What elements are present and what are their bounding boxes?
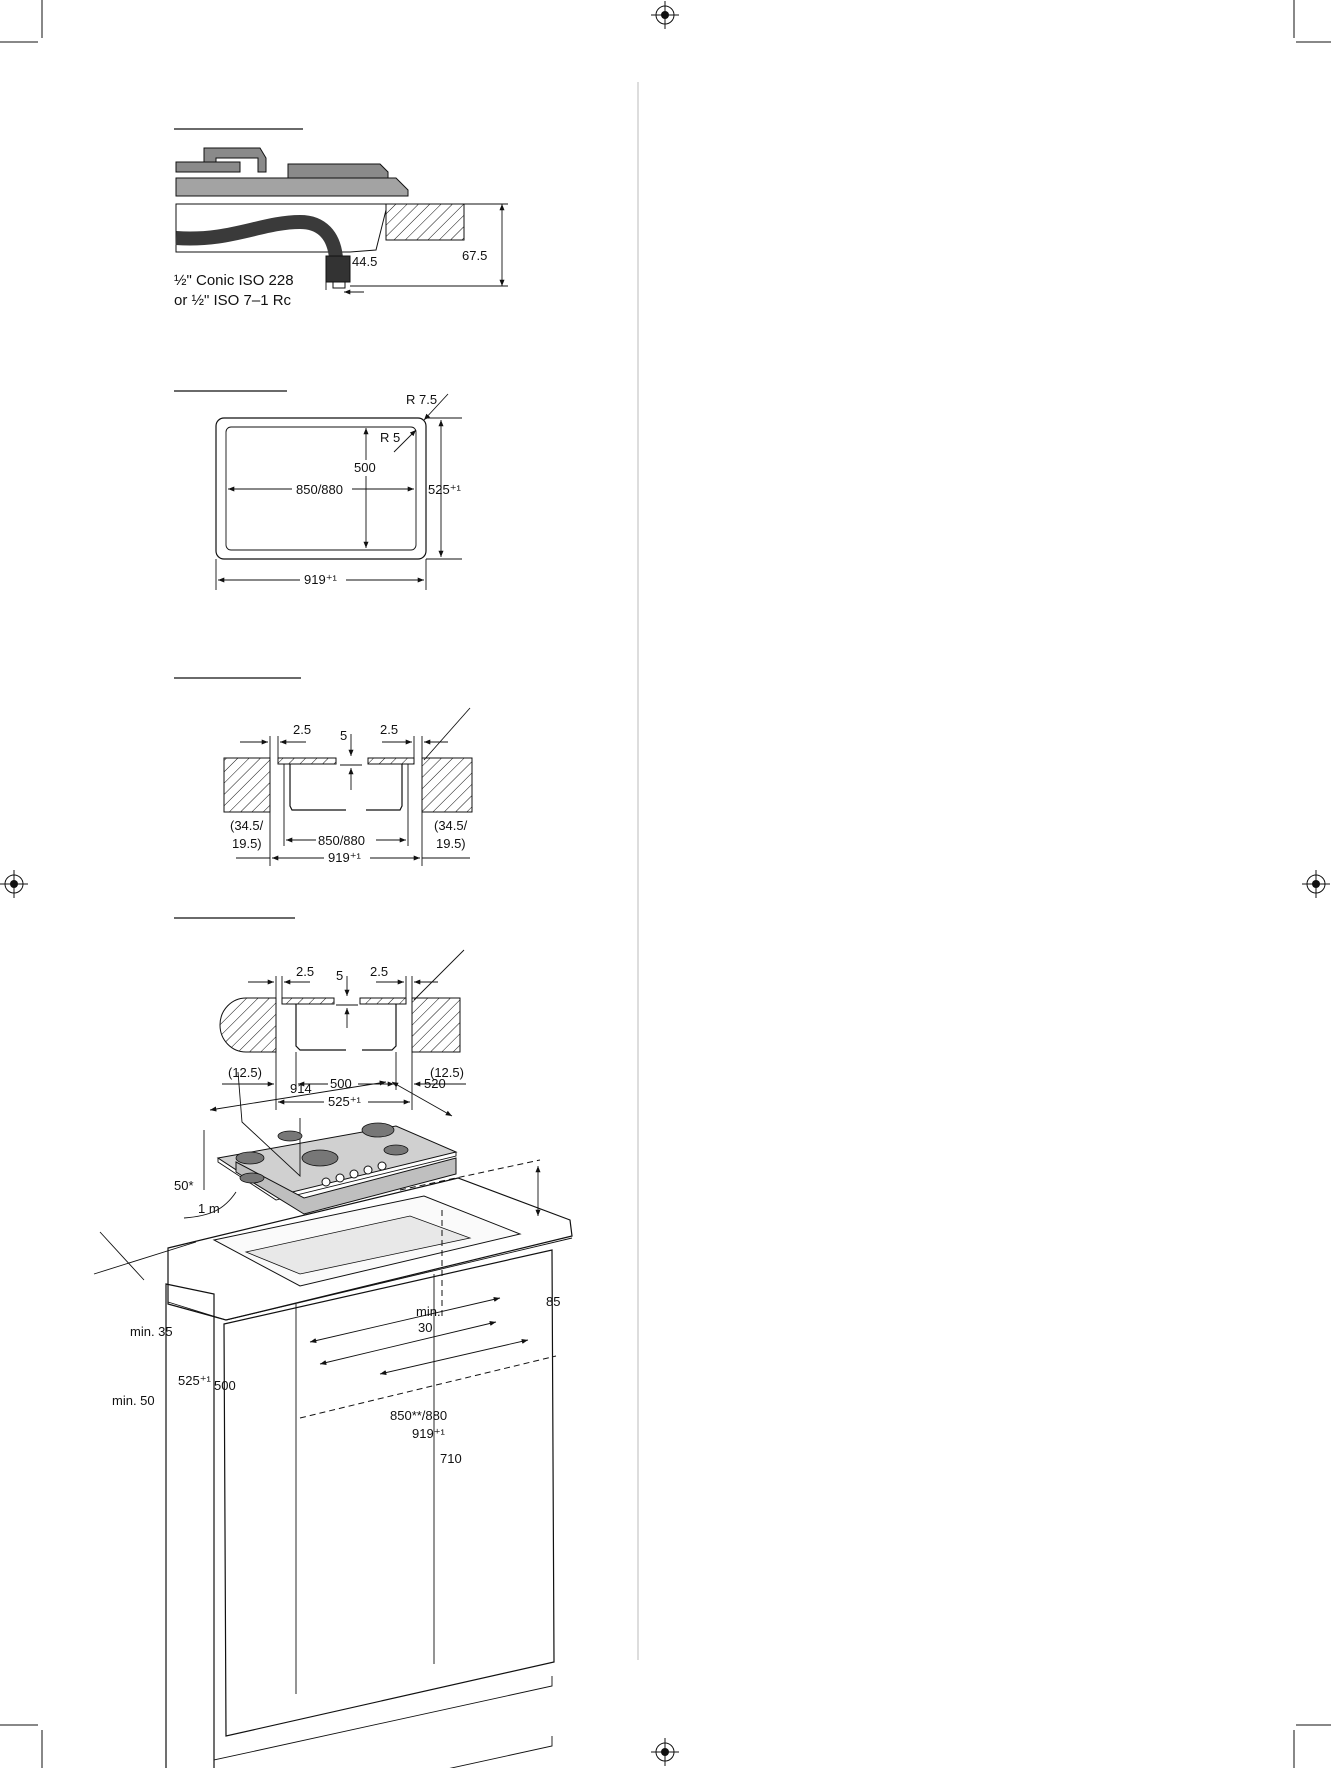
section-width-diagram bbox=[174, 678, 472, 866]
cutout-depth-outer-view: 525⁺¹ bbox=[178, 1373, 211, 1388]
cutout-width-inner-view: 850**/880 bbox=[390, 1408, 448, 1423]
depth-recess: 5 bbox=[336, 968, 344, 983]
recess-depth: 5 bbox=[340, 728, 348, 743]
cutout-depth-inner: 500 bbox=[354, 460, 376, 475]
cutout-width-outer: 919⁺¹ bbox=[304, 572, 337, 587]
edge-left-line-1: (34.5/ bbox=[230, 818, 264, 833]
depth-outer: 525⁺¹ bbox=[328, 1094, 361, 1109]
section-depth-diagram bbox=[174, 918, 466, 1110]
edge-left-line-2: 19.5) bbox=[232, 836, 262, 851]
hob-width: 914 bbox=[290, 1081, 312, 1096]
cutout-plan-diagram bbox=[174, 391, 462, 590]
dim-pipe-offset: 44.5 bbox=[352, 254, 378, 269]
height-85: 85 bbox=[546, 1294, 561, 1309]
radius-inner: R 5 bbox=[380, 430, 401, 445]
edge-right-line-2: 19.5) bbox=[436, 836, 466, 851]
depth-gap-left: 2.5 bbox=[296, 964, 315, 979]
hob-depth: 520 bbox=[424, 1076, 446, 1091]
depth-edge-right: (12.5) bbox=[430, 1065, 464, 1080]
gas-connection-diagram bbox=[174, 129, 508, 309]
depth-inner: 500 bbox=[330, 1076, 352, 1091]
cable-length: 1 m bbox=[198, 1201, 220, 1216]
side-min: min. 35 bbox=[130, 1324, 173, 1339]
cutout-width-inner: 850/880 bbox=[296, 482, 343, 497]
cutout-depth-outer: 525⁺¹ bbox=[428, 482, 461, 497]
thread-spec-line-2: or ½" ISO 7–1 Rc bbox=[174, 292, 292, 309]
thread-spec-line-1: ½" Conic ISO 228 bbox=[174, 272, 294, 289]
cabinet-width: 710 bbox=[440, 1451, 462, 1466]
depth-edge-left: (12.5) bbox=[228, 1065, 262, 1080]
registration-target-top bbox=[651, 1, 679, 29]
radius-outer: R 7.5 bbox=[406, 392, 438, 407]
front-min: min. 50 bbox=[112, 1393, 155, 1408]
gap-left: 2.5 bbox=[293, 722, 312, 737]
registration-target-left bbox=[0, 870, 28, 898]
below-min-line-2: 30 bbox=[418, 1320, 433, 1335]
cutout-depth-inner-view: 500 bbox=[214, 1378, 236, 1393]
edge-right-line-1: (34.5/ bbox=[434, 818, 468, 833]
section-width-inner: 850/880 bbox=[318, 833, 365, 848]
dim-height: 67.5 bbox=[462, 248, 488, 263]
installation-perspective bbox=[94, 1072, 572, 1768]
gap-right: 2.5 bbox=[380, 722, 399, 737]
registration-target-right bbox=[1302, 870, 1330, 898]
depth-gap-right: 2.5 bbox=[370, 964, 389, 979]
below-min-line-1: min. bbox=[416, 1304, 441, 1319]
height-clearance: 50* bbox=[174, 1178, 194, 1193]
cutout-width-outer-view: 919⁺¹ bbox=[412, 1426, 445, 1441]
section-width-outer: 919⁺¹ bbox=[328, 850, 361, 865]
registration-target-bottom bbox=[651, 1738, 679, 1766]
